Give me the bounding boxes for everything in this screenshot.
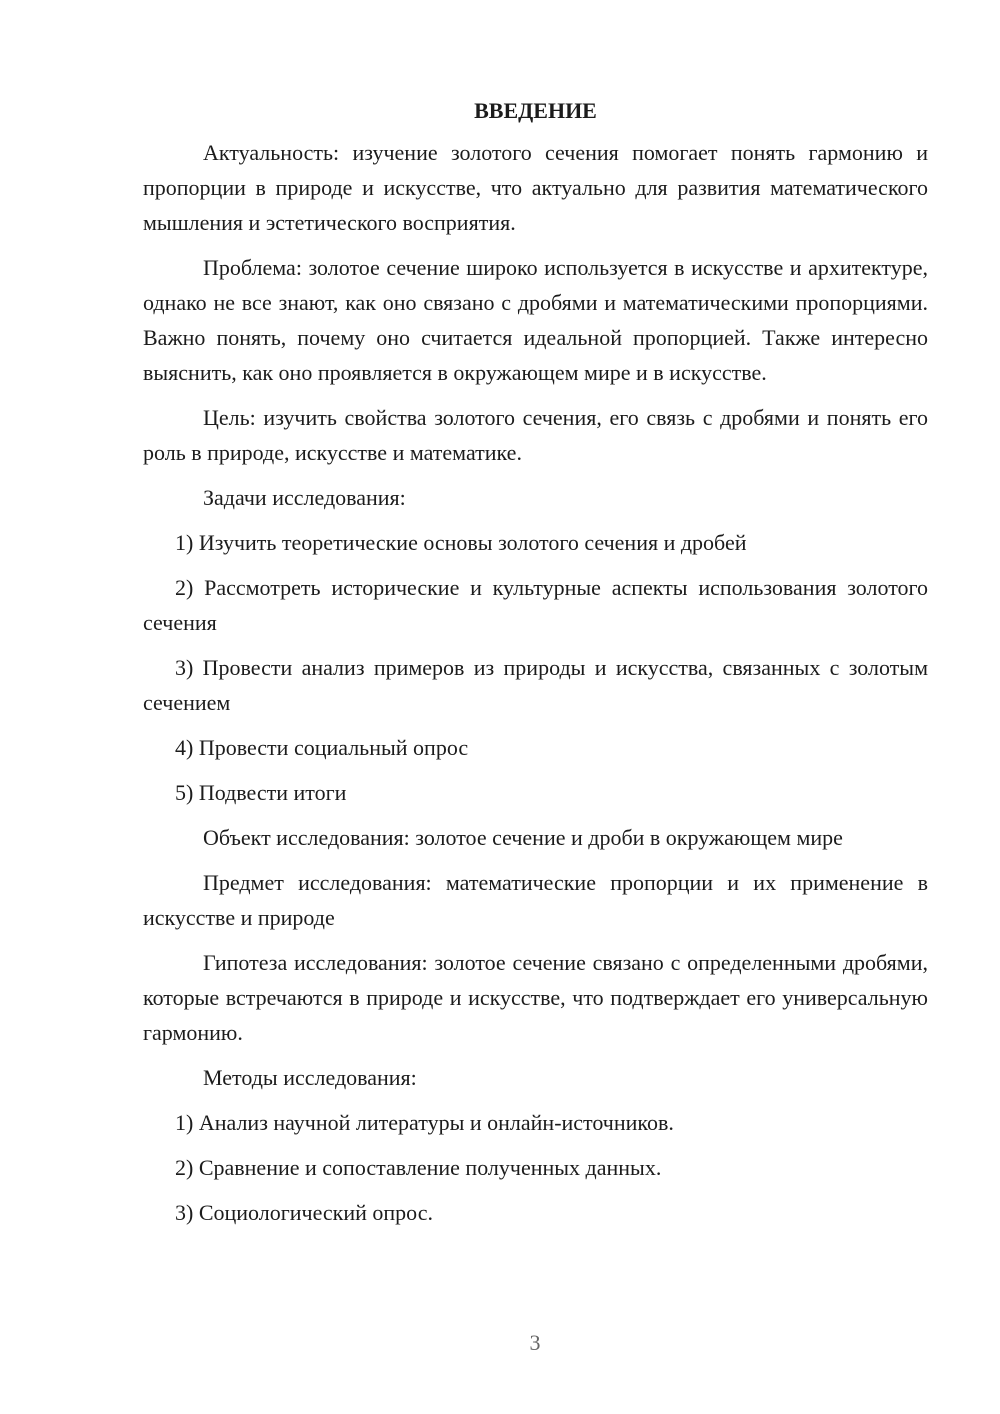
relevance-paragraph: Актуальность: изучение золотого сечения помогает понять гармонию и пропорции в природе и искусстве, что актуально для развития математического мышления и эстетического восприятия. <box>143 140 928 235</box>
task-item: 1) Изучить теоретические основы золотого сечения и дробей <box>175 530 747 555</box>
method-item: 1) Анализ научной литературы и онлайн-источников. <box>175 1110 674 1135</box>
page-number: 3 <box>529 1330 541 1355</box>
method-item: 3) Социологический опрос. <box>175 1200 433 1225</box>
document-body <box>143 96 928 1240</box>
tasks-heading: Задачи исследования: <box>203 485 406 510</box>
method-item: 2) Сравнение и сопоставление полученных данных. <box>175 1155 662 1180</box>
task-item: 2) Рассмотреть исторические и культурные аспекты использования золотого сечения <box>143 575 928 635</box>
problem-paragraph: Проблема: золотое сечение широко используется в искусстве и архитектуре, однако не все знают, как оно связано с дробями и математическими пропорциями. Важно понять, почему оно считается идеальной пропорцией. Также интересно выяснить, как оно проявляется в окружающем мире и в искусстве. <box>143 255 928 385</box>
task-item: 3) Провести анализ примеров из природы и искусства, связанных с золотым сечением <box>143 655 928 715</box>
section-title: ВВЕДЕНИЕ <box>474 98 597 123</box>
task-item: 5) Подвести итоги <box>175 780 347 805</box>
task-item: 4) Провести социальный опрос <box>175 735 469 760</box>
subject-paragraph: Предмет исследования: математические пропорции и их применение в искусстве и природе <box>143 870 928 930</box>
methods-heading: Методы исследования: <box>203 1065 417 1090</box>
object-paragraph: Объект исследования: золотое сечение и дроби в окружающем мире <box>203 825 843 850</box>
goal-paragraph: Цель: изучить свойства золотого сечения, его связь с дробями и понять его роль в природе, искусстве и математике. <box>143 405 928 465</box>
hypothesis-paragraph: Гипотеза исследования: золотое сечение связано с определенными дробями, которые встречаются в природе и искусстве, что подтверждает его универсальную гармонию. <box>143 950 928 1045</box>
